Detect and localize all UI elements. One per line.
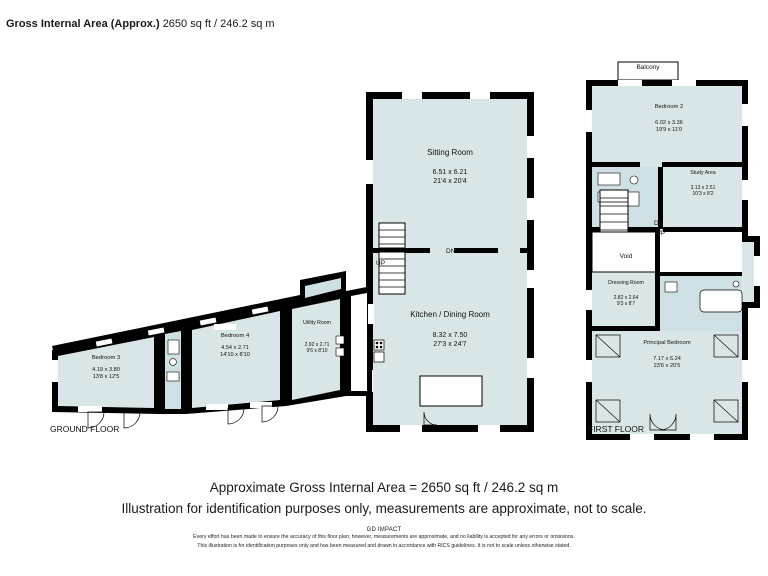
- first-floor-label: FIRST FLOOR: [588, 424, 645, 434]
- ground-main-block: [366, 92, 534, 432]
- room-study-area: Study Area 3.13 x 2.51 10'3 x 8'2: [690, 170, 716, 197]
- gia-area: 2650 sq ft / 246.2 sq m: [162, 18, 275, 30]
- gia-title: Gross Internal Area (Approx.): [6, 18, 160, 30]
- floorplan-vector: [0, 40, 768, 460]
- room-dressing-room: Dressing Room 2.82 x 2.64 9'3 x 8'7: [608, 280, 644, 307]
- room-bedroom-2: Bedroom 2 6.02 x 3.36 19'9 x 11'0: [654, 104, 684, 133]
- footer-disclaimer-line: Illustration for identification purposes only, measurements are approximate, not to scale.: [121, 500, 647, 516]
- void-tag: Void: [619, 253, 633, 260]
- ground-stair-up-tag: UP: [376, 260, 386, 267]
- balcony-tag: Balcony: [636, 64, 660, 71]
- room-bedroom-4: Bedroom 4 4.54 x 2.71 14'10 x 8'10: [220, 333, 250, 358]
- fine-print-1: Every effort has been made to ensure the accuracy of this floor plan; however, measurements are approximate, and no liability is accepted for any errors or omissions.: [193, 533, 575, 540]
- footer: [0, 478, 768, 550]
- room-kitchen-dining: Kitchen / Dining Room 8.32 x 7.50 27'3 x 24'7: [410, 310, 490, 349]
- ground-stair-dn-tag: DN: [446, 248, 456, 255]
- ground-floor-label: GROUND FLOOR: [50, 424, 120, 434]
- footer-area-line: Approximate Gross Internal Area = 2650 sq ft / 246.2 sq m: [209, 480, 559, 495]
- room-utility: Utility Room 2.92 x 2.71 9'6 x 8'10: [303, 320, 331, 354]
- fine-print-2: This illustration is for identification purposes only and has been measured and drawn in accordance with RICS guidelines. It is not to scale unless otherwise stated.: [197, 542, 571, 549]
- room-bedroom-3: Bedroom 3 4.19 x 3.80 13'8 x 12'5: [91, 355, 121, 380]
- page-title: [6, 18, 275, 30]
- first-stair-up-tag: UP: [656, 230, 666, 237]
- room-principal-bedroom: Principal Bedroom 7.17 x 6.24 23'6 x 20'5: [643, 340, 691, 369]
- brand-label: GD IMPACT: [366, 526, 402, 533]
- room-sitting-room: Sitting Room 6.51 x 6.21 21'4 x 20'4: [427, 148, 473, 186]
- floorplan-canvas: [0, 40, 768, 460]
- first-stair-dn-tag: DN: [654, 220, 664, 227]
